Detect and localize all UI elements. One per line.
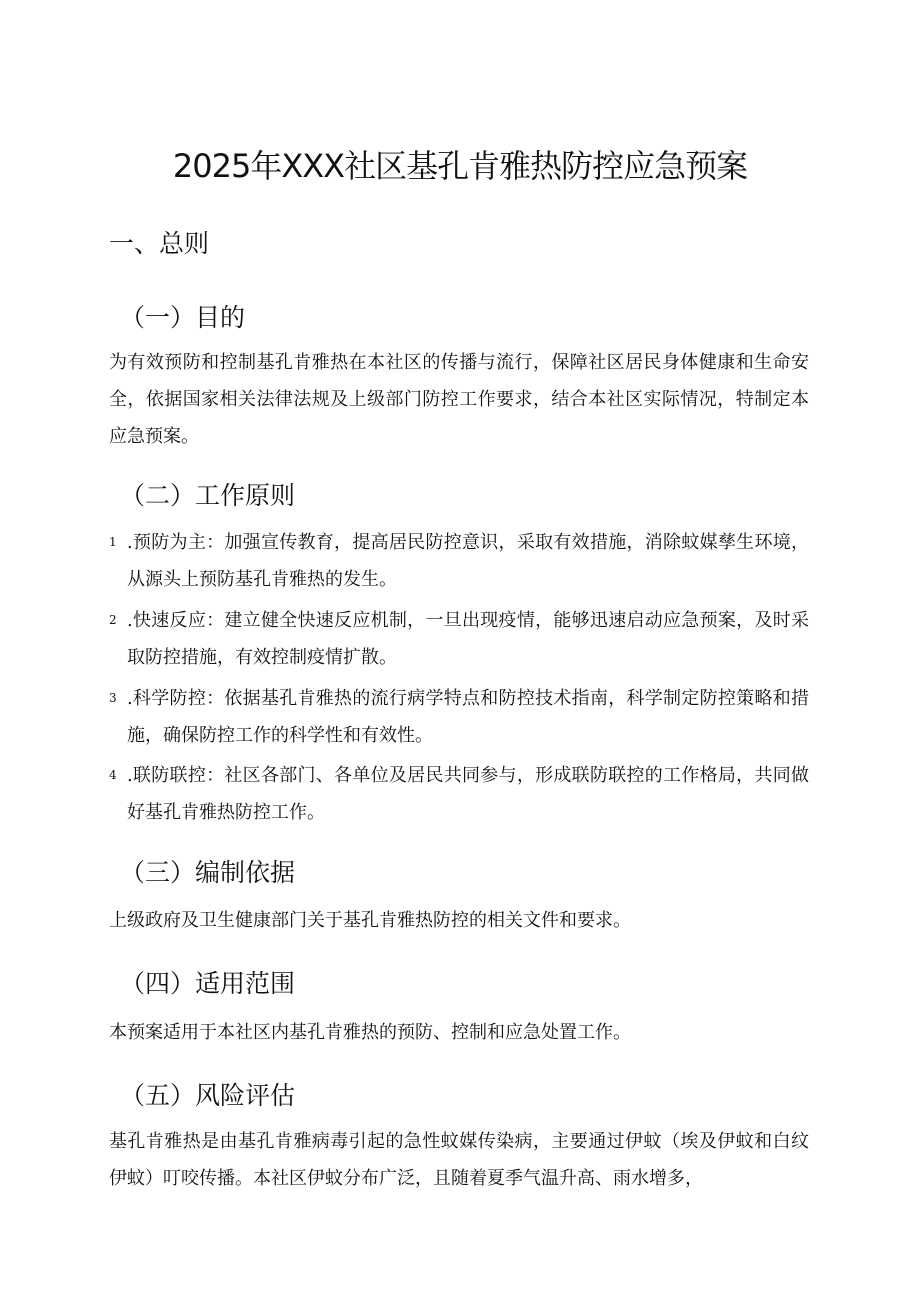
principle-text: .科学防控：依据基孔肯雅热的流行病学特点和防控技术指南，科学制定防控策略和措施，确保防控工作的科学性和有效性。 [127, 688, 809, 746]
principle-number: 1 [109, 535, 117, 549]
principle-text: .快速反应：建立健全快速反应机制，一旦出现疫情，能够迅速启动应急预案，及时采取防控措施，有效控制疫情扩散。 [127, 610, 809, 668]
principle-number: 3 [109, 691, 117, 705]
subsection-heading-scope: （四）适用范围 [120, 969, 296, 998]
risk-paragraph: 基孔肯雅热是由基孔肯雅病毒引起的急性蚊媒传染病，主要通过伊蚊（埃及伊蚊和白纹伊蚊）叮咬传播。本社区伊蚊分布广泛，且随着夏季气温升高、雨水增多， [109, 1131, 809, 1189]
subsection-heading-risk: （五）风险评估 [120, 1081, 296, 1110]
principle-text: .联防联控：社区各部门、各单位及居民共同参与，形成联防联控的工作格局，共同做好基孔肯雅热防控工作。 [127, 765, 809, 823]
principle-item [109, 680, 809, 754]
principle-text: .预防为主：加强宣传教育，提高居民防控意识，采取有效措施，消除蚊媒孳生环境，从源头上预防基孔肯雅热的发生。 [127, 532, 809, 590]
purpose-paragraph: 为有效预防和控制基孔肯雅热在本社区的传播与流行，保障社区居民身体健康和生命安全，依据国家相关法律法规及上级部门防控工作要求，结合本社区实际情况，特制定本应急预案。 [109, 352, 809, 447]
principle-item [109, 602, 809, 676]
subsection-heading-basis: （三）编制依据 [120, 858, 296, 887]
basis-paragraph: 上级政府及卫生健康部门关于基孔肯雅热防控的相关文件和要求。 [109, 910, 631, 931]
principle-item [109, 757, 809, 831]
document-title: 2025年XXX社区基孔肯雅热防控应急预案 [172, 147, 748, 185]
principle-number: 2 [109, 613, 117, 627]
principle-number: 4 [109, 768, 117, 782]
section-heading-general: 一、总则 [109, 229, 210, 258]
subsection-heading-purpose: （一）目的 [120, 303, 246, 332]
subsection-heading-principles: （二）工作原则 [120, 481, 296, 510]
principle-item [109, 524, 809, 598]
scope-paragraph: 本预案适用于本社区内基孔肯雅热的预防、控制和应急处置工作。 [109, 1022, 631, 1043]
